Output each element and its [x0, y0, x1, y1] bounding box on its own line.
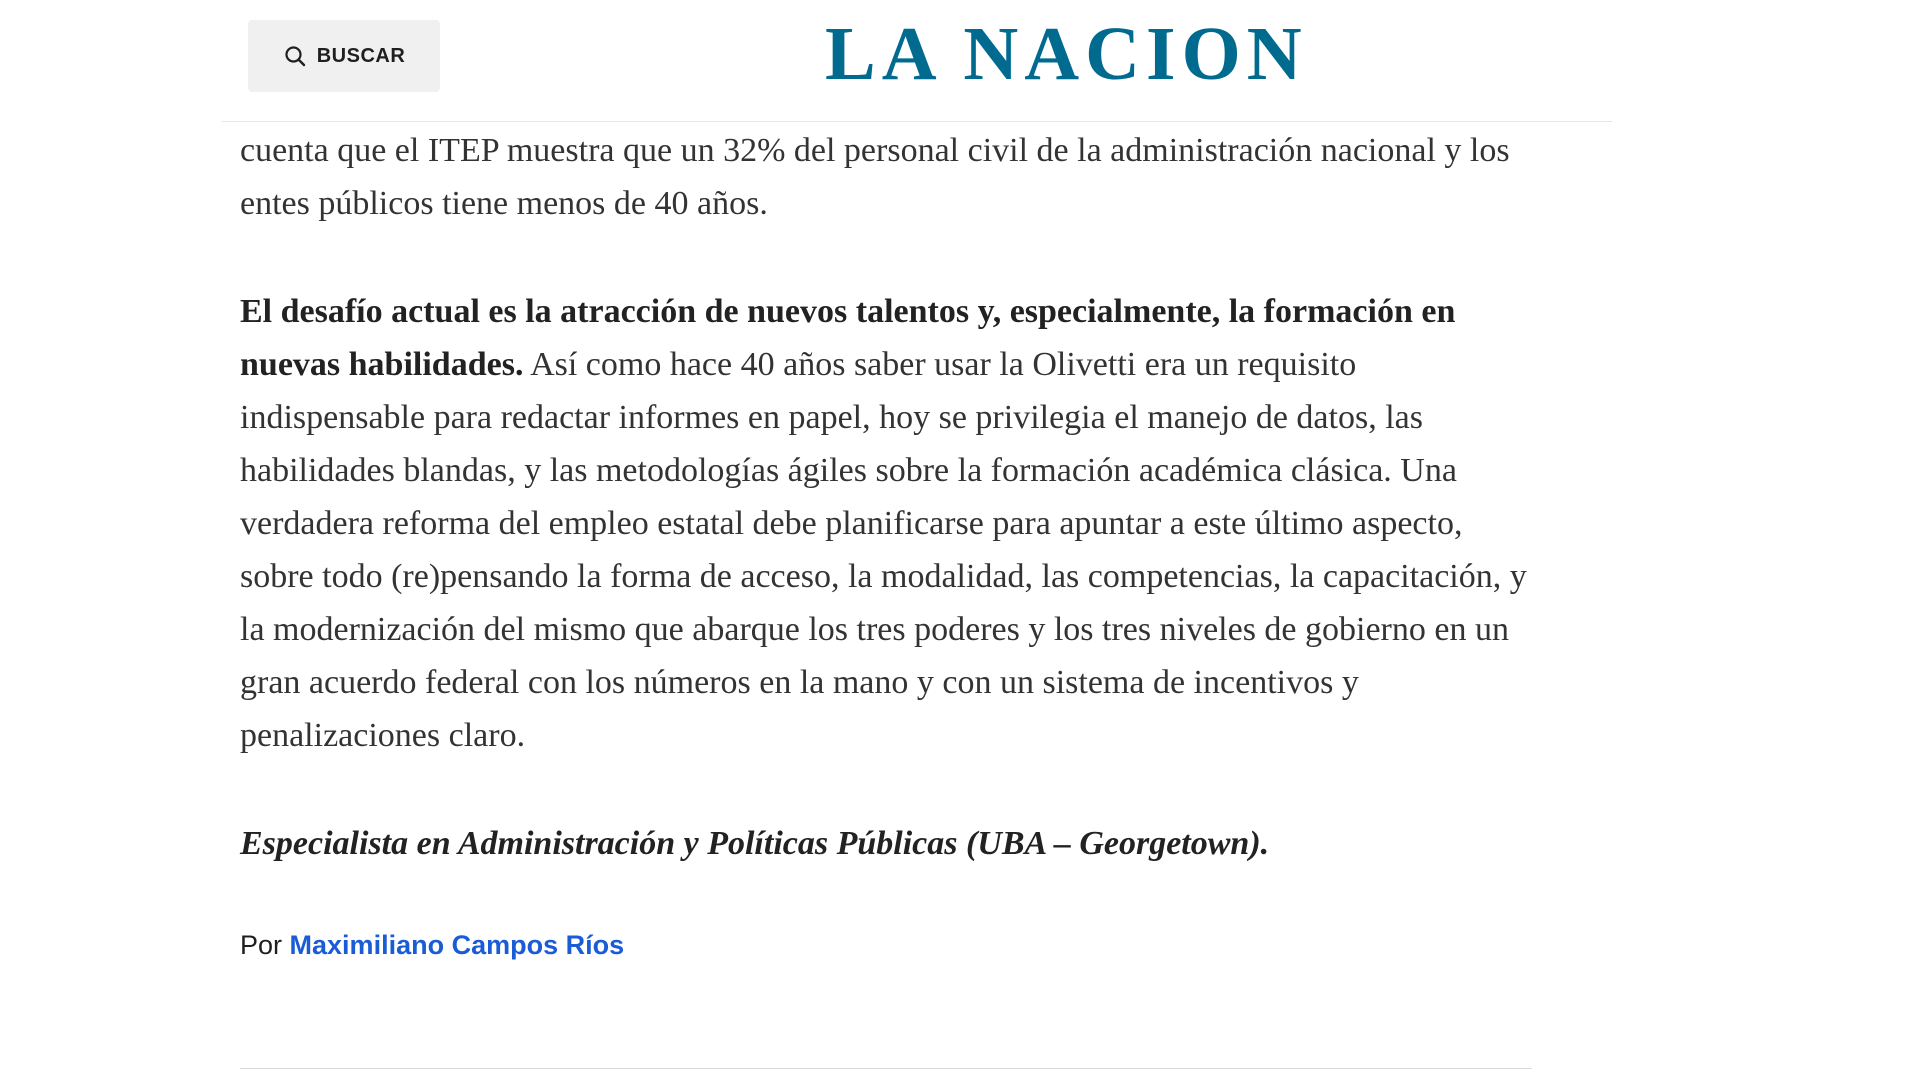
search-button[interactable] — [248, 20, 440, 92]
search-button-label: BUSCAR — [316, 44, 406, 67]
header-divider — [222, 121, 1612, 122]
byline-prefix: Por — [240, 930, 290, 960]
search-icon — [283, 44, 307, 68]
site-header — [0, 0, 1920, 122]
article-paragraph-highlight: El desafío actual es la atracción de nuevos talentos y, especialmente, la formación en nuevas habilidades. — [240, 293, 1456, 383]
author-credentials: Especialista en Administración y Políticas Públicas (UBA – Georgetown). — [240, 825, 1270, 862]
author-link[interactable]: Maximiliano Campos Ríos — [289, 930, 625, 960]
content-divider — [240, 1068, 1532, 1069]
article-body — [240, 124, 1540, 870]
article-paragraph: cuenta que el ITEP muestra que un 32% del personal civil de la administración nacional y los entes públicos tiene menos de 40 años. — [240, 132, 1510, 222]
article-paragraph-text: Así como hace 40 años saber usar la Olivetti era un requisito indispensable para redactar informes en papel, hoy se privilegia el manejo de datos, las habilidades blandas, y las metodologías ágiles sobre la formación académica clásica. Una verdadera reforma del empleo estatal debe planificarse para apuntar a este último aspecto, sobre todo (re)pensando la forma de acceso, la modalidad, las competencias, la capacitación, y la modernización del mismo que abarque los tres poderes y los tres niveles de gobierno en un gran acuerdo federal con los números en la mano y con un sistema de incentivos y penalizaciones claro. — [240, 346, 1527, 754]
site-logo[interactable]: LA NACION — [825, 12, 1308, 96]
article-paragraph — [240, 285, 1540, 762]
byline — [240, 930, 624, 961]
